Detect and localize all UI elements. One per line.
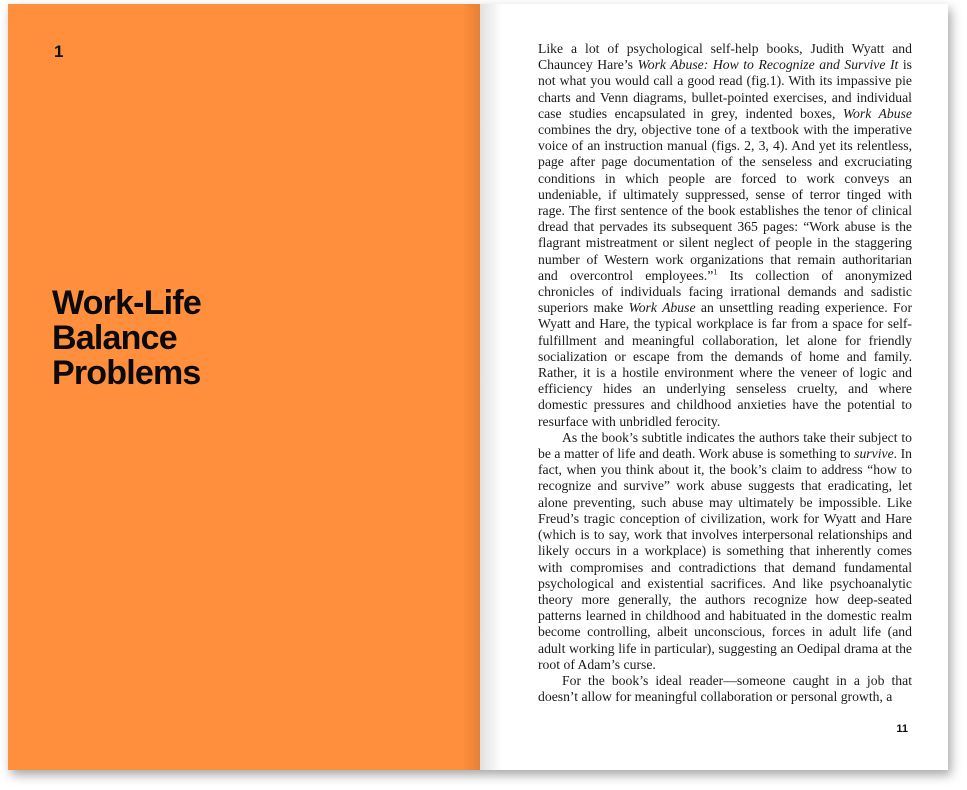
book-title-italic: Work Abuse: How to Recognize and Survive It [637,57,899,73]
body-text [538,41,912,705]
gutter-shadow [462,4,480,770]
chapter-title-line: Balance [52,319,177,357]
left-page [8,4,480,770]
text-run: Its collection of anonymized chronicles of individuals facing irrational demands and sadistic superiors make [538,267,913,316]
text-run: combines the dry, objective tone of a textbook with the imperative voice of an instruction manual (figs. 2, 3, 4). And yet its relentless, page after page documentation of the senseless and excruciating conditions in which people are forced to work conveys an undeniable, if ultimately suppressed, sense of terror tinged with rage. The first sentence of the book establishes the tenor of clinical dread that pervades its subsequent 365 pages: “Work abuse is the flagrant mistreatment or silent neglect of people in the staggering number of Western work organizations that remain authoritarian and overcontrol employees.” [538,122,912,283]
text-run: As the book’s subtitle indicates the authors take their subject to be a matter of life and death. Work abuse is something to [538,429,912,462]
text-run: . In fact, when you think about it, the book’s claim to address “how to recognize and survive” work abuse suggests that eradicating, let alone preventing, such abuse may ultimately be impossible. Like Freud’s tragic conception of civilization, work for Wyatt and Hare (which is to say, work that involves interpersonal relationships and likely occurs in a workplace) is something that inherently comes with compromises and contradictions that demand fundamental psychological and existential sacrifices. And like psychoanalytic theory more generally, the authors recognize how deep-seated patterns learned in childhood and habituated in the domestic realm become controlling, albeit unconscious, forces in adult life (and adult working life in particular), suggesting an Oedipal drama at the root of Adam’s curse. [538,446,912,672]
body-paragraph [538,41,912,430]
book-title-italic: Work Abuse [628,300,696,316]
book-title-italic: Work Abuse [842,105,913,121]
text-run: Like a lot of psychological self-help books, Judith Wyatt and Chauncey Hare’s [538,41,912,73]
text-run: an unsettling reading experience. For Wyatt and Hare, the typical workplace is far from a space for self-fulfillment and meaningful collaboration, let alone for friendly socialization or escape from the demands of home and family. Rather, it is a hostile environment where the veneer of logic and efficiency hides an underlying senseless cruelty, and where domestic pressures and childhood anxieties have the potential to resurface with unbridled ferocity. [538,300,913,429]
chapter-title [52,286,201,391]
chapter-title-line: Problems [52,354,201,392]
book-spread [8,4,948,770]
page-number: 11 [896,723,908,735]
footnote-reference[interactable]: 1 [713,267,718,277]
body-paragraph [538,430,912,673]
emphasis-italic: survive [854,446,894,462]
body-paragraph: For the book’s ideal reader—someone caught in a job that doesn’t allow for meaningful collaboration or personal growth, a [538,672,912,705]
chapter-number: 1 [54,42,64,61]
text-run: is not what you would call a good read (fig.1). With its impassive pie charts and Venn diagrams, bullet-pointed exercises, and individual case studies encapsulated in grey, indented boxes, [538,57,912,121]
chapter-title-line: Work-Life [52,284,201,322]
right-page [480,4,948,770]
gutter-shadow [480,4,502,770]
